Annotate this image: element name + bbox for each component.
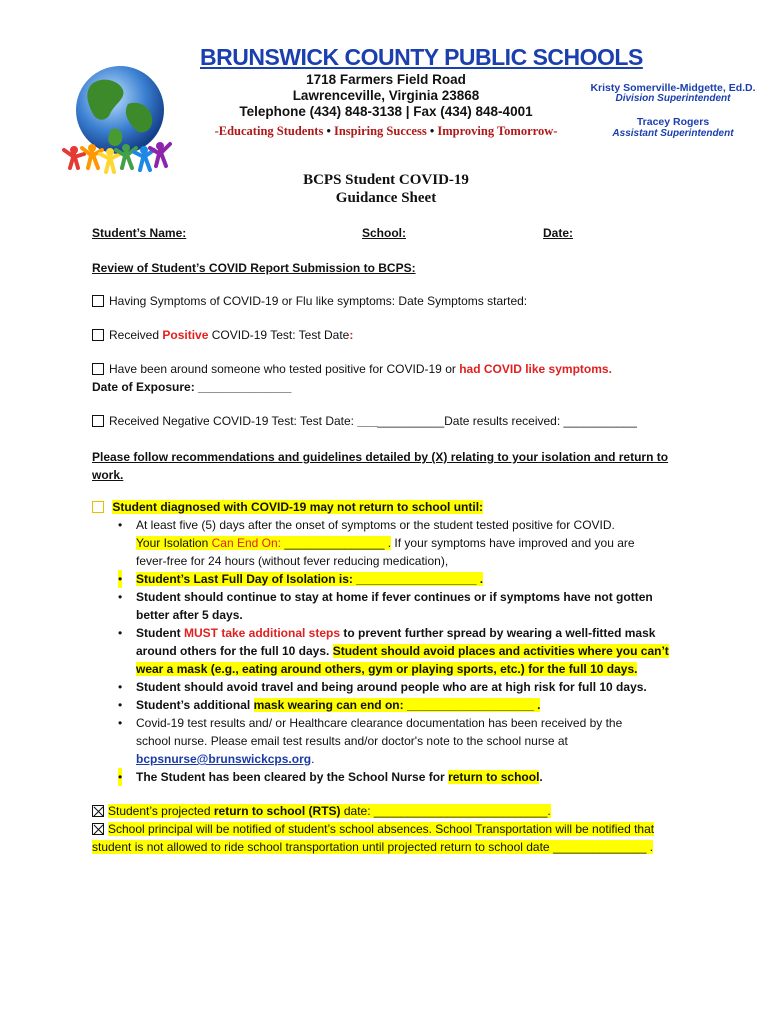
motto-dash-close: - (553, 124, 558, 138)
b2-text: Student’s Last Full Day of Isolation is: __________________ . (136, 572, 484, 586)
nurse-email-link[interactable]: bcpsnurse@brunswickcps.org (136, 752, 312, 766)
negative-text-post: __________Date results received: ___________ (377, 414, 637, 428)
notify-checkbox-checked[interactable] (92, 823, 104, 835)
b1-line-1: At least five (5) days after the onset of symptoms or the student tested positive for COVID. (136, 518, 615, 532)
review-item-negative (92, 412, 637, 430)
rts-pre: Student’s projected (108, 804, 214, 818)
motto-dash-open: - (214, 124, 219, 138)
motto-part-2: Inspiring Success (333, 124, 427, 138)
b8 (136, 768, 543, 786)
notify-line-1-text: School principal will be notified of student’s school absences. School Transportation will be notified that (108, 822, 655, 836)
bullet-7: • (118, 716, 123, 730)
assistant-title: Assistant Superintendent (612, 128, 734, 139)
b7-line-2: school nurse. Please email test results and/or doctor's note to the school nurse at (136, 734, 568, 748)
review-item-symptoms-text: Having Symptoms of COVID-19 or Flu like symptoms: Date Symptoms started: (109, 294, 528, 308)
bullet-2: • (118, 572, 123, 586)
b8-hl: return to school (448, 770, 540, 784)
document-title-line-2: Guidance Sheet (335, 190, 437, 206)
review-item-symptoms (92, 292, 527, 310)
school-label: School: (362, 226, 406, 240)
b7-period: . (311, 752, 315, 766)
b7-line-3 (136, 750, 314, 768)
assistant-name: Tracey Rogers (636, 116, 710, 128)
b1-line-3: fever-free for 24 hours (without fever reducing medication), (136, 554, 449, 568)
b4-red: MUST take additional steps (184, 626, 341, 640)
district-name: BRUNSWICK COUNTY PUBLIC SCHOOLS (200, 44, 643, 70)
globe-children-logo-icon (62, 64, 174, 184)
positive-test-checkbox[interactable] (92, 329, 104, 341)
bullet-5: • (118, 680, 123, 694)
b8-pre: The Student has been cleared by the School Nurse for (136, 770, 449, 784)
b4-post: to prevent further spread by wearing a well-fitted mask (340, 626, 656, 640)
b7-line-1: Covid-19 test results and/ or Healthcare clearance documentation has been received by the (136, 716, 623, 730)
b5: Student should avoid travel and being around people who are at high risk for full 10 days. (136, 680, 647, 694)
b4-pre: Student (136, 626, 184, 640)
exposed-text-red: had COVID like symptoms. (459, 362, 612, 376)
motto-separator-1: • (326, 124, 331, 138)
address-line-1: 1718 Farmers Field Road (306, 72, 466, 87)
date-label: Date: (543, 226, 574, 240)
b4-line-3-hl: wear a mask (e.g., eating around others, gym or playing sports, etc.) for the full 10 days. (136, 662, 638, 676)
b6-hl: mask wearing can end on: ___________________ . (253, 698, 541, 712)
isolation-end-red: Can End On: (211, 536, 281, 550)
b4-line-2-hl: Student should avoid places and activities where you can’t (332, 644, 669, 658)
isolation-end-label: Your Isolation (136, 536, 212, 550)
phone-line: Telephone (434) 848-3138 | Fax (434) 848-4001 (239, 104, 533, 119)
instructions-line-1: Please follow recommendations and guidelines detailed by (X) relating to your isolation and return to (92, 450, 669, 464)
b4-line-2-pre: around others for the full 10 days. (136, 644, 333, 658)
notify-line-2-text: student is not allowed to ride school transportation until projected return to school date ______________ . (92, 840, 654, 854)
review-item-positive (92, 326, 353, 344)
b3-line-2: better after 5 days. (136, 608, 243, 622)
b4-line-1 (136, 624, 655, 642)
negative-test-checkbox[interactable] (92, 415, 104, 427)
b2 (136, 570, 483, 588)
diagnosed-heading (92, 498, 483, 516)
diagnosed-checkbox[interactable] (92, 501, 104, 513)
diagnosed-heading-text: Student diagnosed with COVID-19 may not return to school until: (112, 500, 484, 514)
motto-separator-2: • (429, 124, 435, 138)
b1-line-2 (136, 534, 635, 552)
motto (200, 124, 572, 139)
motto-part-3: Improving Tomorrow (437, 124, 554, 138)
address-line-2: Lawrenceville, Virginia 23868 (292, 88, 480, 103)
bullet-1: • (118, 518, 123, 532)
review-item-exposed (92, 360, 612, 378)
date-of-exposure: Date of Exposure: ______________ (92, 380, 292, 394)
bullet-8: • (118, 770, 123, 784)
b8-post: . (539, 770, 543, 784)
exposed-text-pre: Have been around someone who tested positive for COVID-19 or (109, 362, 460, 376)
motto-part-1: Educating Students (218, 124, 324, 138)
bullet-6: • (118, 698, 123, 712)
rts-bold: return to school (RTS) (213, 804, 341, 818)
exposed-checkbox[interactable] (92, 363, 104, 375)
notify-line-2 (92, 838, 653, 856)
negative-text-pre: Received Negative COVID-19 Test: Test Date: (109, 414, 358, 428)
rts-checkbox-checked[interactable] (92, 805, 104, 817)
b4-line-2 (136, 642, 669, 660)
symptoms-checkbox[interactable] (92, 295, 104, 307)
b6 (136, 696, 540, 714)
document-title-line-1: BCPS Student COVID-19 (303, 172, 469, 188)
bullet-4: • (118, 626, 123, 640)
rts-post: date: __________________________. (340, 804, 551, 818)
rts-highlighted (108, 804, 551, 818)
superintendent-name: Kristy Somerville-Midgette, Ed.D. (590, 82, 756, 94)
positive-text-red: Positive (162, 328, 209, 342)
b3-line-1: Student should continue to stay at home if fever continues or if symptoms have not gotten (136, 590, 653, 604)
bullet-3: • (118, 590, 123, 604)
negative-text-blank: ___ (357, 414, 378, 428)
notify-line-1 (92, 820, 654, 838)
student-name-label: Student’s Name: (92, 226, 187, 240)
review-heading: Review of Student’s COVID Report Submission to BCPS: (92, 261, 416, 275)
b6-pre: Student’s additional (136, 698, 254, 712)
superintendent-title: Division Superintendent (615, 93, 731, 104)
b4-line-3 (136, 660, 637, 678)
b1-line-2-post: If your symptoms have improved and you are (391, 536, 635, 550)
positive-text-colon: : (349, 328, 354, 342)
rts-line (92, 802, 551, 820)
positive-text-pre: Received (109, 328, 163, 342)
isolation-end-blank: _______________ . (280, 536, 392, 550)
instructions-line-2: work. (92, 468, 124, 482)
positive-text-post: COVID-19 Test: Test Date (208, 328, 350, 342)
